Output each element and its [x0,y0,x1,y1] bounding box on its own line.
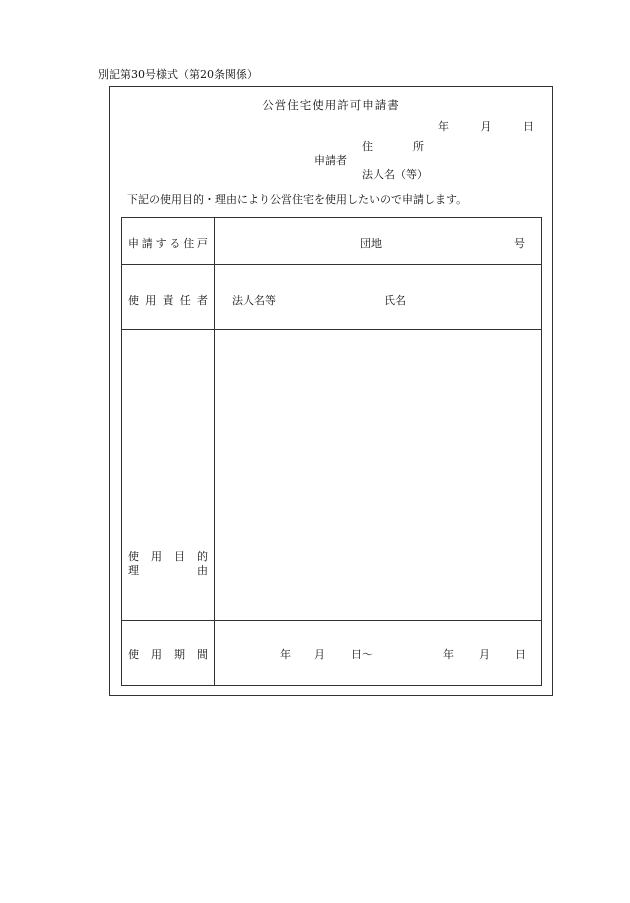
corp-name-label: 法人名（等） [362,168,428,181]
application-date [410,118,534,134]
period-from-month: 月 [314,648,325,661]
address-label [362,138,424,154]
responsible-row-label: 使 用 責 任 者 [128,294,208,307]
period-from-day: 日〜 [351,648,373,661]
address-label-char-1: 住 [362,140,373,153]
address-label-char-2: 所 [413,140,424,153]
purpose-row-label-line2: 理 由 [128,564,208,577]
purpose-entry-area[interactable] [222,336,534,612]
form-number-label: 別記第30号様式（第20条関係） [98,68,258,81]
application-statement: 下記の使用目的・理由により公営住宅を使用したいので申請します。 [127,193,468,206]
danchi-label: 団地 [360,237,382,250]
corp-field-label: 法人名等 [232,294,276,307]
applicant-label: 申請者 [314,154,347,167]
purpose-row-label-line1: 使 用 目 的 [128,550,208,563]
go-label: 号 [514,237,525,250]
application-form-frame [109,86,553,696]
period-row-label: 使 用 期 間 [128,648,208,661]
name-field-label: 氏名 [384,294,406,307]
form-title: 公営住宅使用許可申請書 [262,98,400,112]
period-to-day: 日 [515,648,526,661]
date-month-label: 月 [480,120,492,133]
row-divider-3 [122,620,541,621]
application-table [121,217,542,686]
period-from-year: 年 [280,648,291,661]
unit-row-label: 申 請 す る 住 戸 [128,237,208,250]
row-divider-2 [122,329,541,330]
table-column-divider [214,218,215,685]
period-to-month: 月 [479,648,490,661]
date-year-label: 年 [438,120,449,133]
date-day-label: 日 [523,120,534,133]
period-to-year: 年 [443,648,454,661]
row-divider-1 [122,264,541,265]
